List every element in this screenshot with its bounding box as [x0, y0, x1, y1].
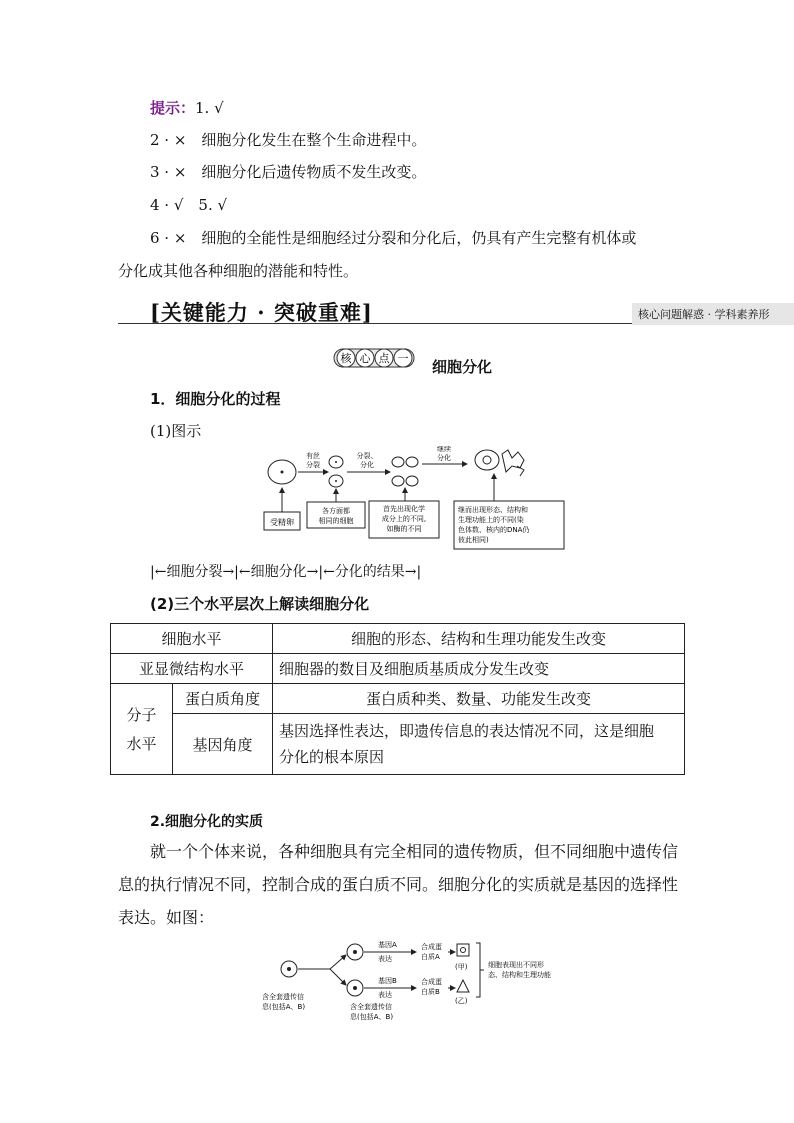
process-timeline: |←细胞分裂→|←细胞分化→|←分化的结果→|: [150, 564, 422, 580]
svg-text:含全套遗传信: 含全套遗传信: [262, 993, 304, 1001]
svg-text:合成蛋: 合成蛋: [421, 978, 442, 986]
svg-text:含全套遗传信: 含全套遗传信: [350, 1003, 392, 1011]
table-row: [111, 624, 685, 654]
svg-text:色体数、核内的DNA仍: 色体数、核内的DNA仍: [458, 526, 530, 534]
svg-text:彼此相同): 彼此相同): [458, 536, 489, 544]
table-cell: [273, 714, 685, 775]
banner-title: [关键能力 · 突破重难]: [150, 300, 373, 325]
hint-line-6a: 6 · × 细胞的全能性是细胞经过分裂和分化后，仍具有产生完整有机体或: [150, 229, 637, 247]
table-row: [111, 714, 685, 775]
group-label-1: 分子: [126, 706, 157, 724]
svg-text:有丝: 有丝: [306, 452, 320, 460]
section1-sub2: (2)三个水平层次上解读细胞分化: [150, 595, 370, 613]
hint-text-1: 1. √: [195, 99, 224, 117]
core-title: 细胞分化: [432, 358, 493, 376]
svg-text:分裂: 分裂: [306, 461, 320, 469]
section2-p3: 表达。如图：: [118, 908, 215, 927]
svg-text:首先出现化学: 首先出现化学: [383, 505, 425, 513]
table-cell: 蛋白质角度: [173, 684, 273, 714]
svg-text:各方面都: 各方面都: [322, 507, 350, 515]
svg-text:白质B: 白质B: [421, 988, 440, 996]
badge-char-1: 核: [340, 352, 352, 365]
svg-text:白质A: 白质A: [421, 953, 440, 961]
svg-text:基因A: 基因A: [378, 941, 397, 949]
svg-text:受精卵: 受精卵: [270, 518, 294, 527]
svg-text:分化: 分化: [437, 454, 451, 462]
svg-text:(乙): (乙): [455, 997, 468, 1005]
hint-line-3: 3 · × 细胞分化后遗传物质不发生改变。: [150, 163, 427, 181]
table-cell: 细胞的形态、结构和生理功能发生改变: [273, 624, 685, 654]
hint-line-1: [150, 98, 224, 118]
table-cell: 亚显微结构水平: [111, 654, 273, 684]
levels-table: [110, 623, 685, 775]
svg-text:(甲): (甲): [455, 963, 468, 971]
table-cell: 基因角度: [173, 714, 273, 775]
table-cell: 蛋白质种类、数量、功能发生改变: [273, 684, 685, 714]
svg-text:息(包括A、B): 息(包括A、B): [350, 1013, 394, 1021]
hint-label: 提示：: [150, 99, 196, 117]
section2-heading: 2.细胞分化的实质: [150, 814, 264, 830]
svg-text:如酶的不同: 如酶的不同: [386, 525, 422, 533]
table-row: [111, 654, 685, 684]
hint-line-6b: 分化成其他各种细胞的潜能和特性。: [118, 262, 359, 280]
svg-text:合成蛋: 合成蛋: [421, 943, 442, 951]
section1-heading: 1．细胞分化的过程: [150, 390, 281, 408]
svg-text:继而出现形态、结构和: 继而出现形态、结构和: [458, 506, 528, 514]
svg-text:分化: 分化: [360, 461, 374, 469]
banner-tag: 核心问题解惑 · 学科素养形: [632, 303, 794, 325]
svg-text:基因B: 基因B: [378, 977, 397, 985]
group-label-2: 水平: [126, 735, 157, 753]
table-row: [111, 684, 685, 714]
svg-text:息(包括A、B): 息(包括A、B): [262, 1003, 306, 1011]
table-cell-line: 分化的根本原因: [279, 748, 385, 766]
section1-sub1: (1)图示: [150, 422, 202, 440]
svg-text:继续: 继续: [437, 446, 451, 453]
section2-p1: 就一个个体来说，各种细胞具有完全相同的遗传物质，但不同细胞中遗传信: [150, 842, 679, 861]
svg-text:成分上的不同,: 成分上的不同,: [381, 515, 427, 523]
core-point-badge: [333, 346, 415, 370]
gene-expression-diagram: [258, 937, 568, 1025]
svg-text:细胞表现出不同形: 细胞表现出不同形: [488, 961, 544, 969]
badge-char-3: 点: [378, 352, 390, 365]
svg-text:态、结构和生理功能: 态、结构和生理功能: [488, 971, 551, 979]
hint-line-4: 4 · √ 5. √: [150, 196, 228, 214]
table-cell-line: 基因选择性表达，即遗传信息的表达情况不同，这是细胞: [279, 722, 655, 740]
svg-text:分裂、: 分裂、: [356, 452, 378, 460]
differentiation-process-diagram: [262, 446, 567, 554]
hint-line-2: 2 · × 细胞分化发生在整个生命进程中。: [150, 131, 427, 149]
badge-char-2: 心: [359, 352, 371, 365]
svg-text:表达: 表达: [378, 955, 392, 963]
svg-text:表达: 表达: [378, 991, 392, 999]
table-cell: 细胞器的数目及细胞质基质成分发生改变: [273, 654, 685, 684]
table-cell-group: [111, 684, 173, 775]
svg-text:相同的细胞: 相同的细胞: [318, 517, 354, 525]
svg-text:生理功能上的不同(染: 生理功能上的不同(染: [458, 516, 524, 524]
badge-char-4: 一: [397, 352, 409, 365]
table-cell: 细胞水平: [111, 624, 273, 654]
section2-p2: 息的执行情况不同，控制合成的蛋白质不同。细胞分化的实质就是基因的选择性: [118, 875, 679, 894]
